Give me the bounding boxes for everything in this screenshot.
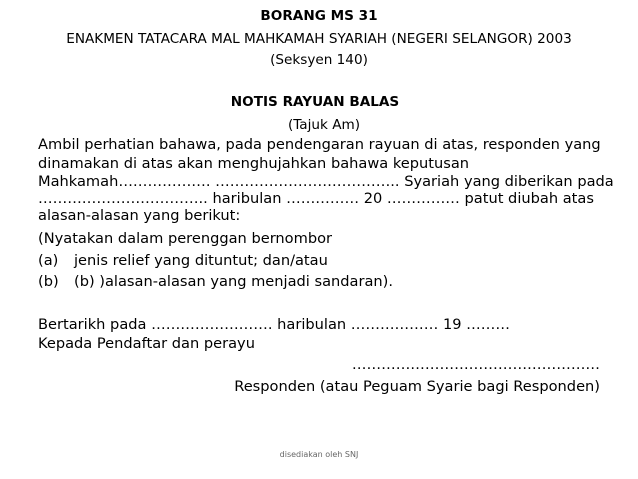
list-item-a: jenis relief yang dituntut; dan/atau [74,252,328,269]
instruction-line: (Nyatakan dalam perenggan bernombor [38,230,333,247]
list-marker-a: (a) [38,252,59,269]
form-title: BORANG MS 31 [260,8,378,24]
paragraph-line: Mahkamah………………. ……………………………….. Syariah yang diberikan pada [38,173,614,190]
paragraph-line: …………………………….. haribulan …………… 20 …………… patut diubah atas [38,190,594,207]
paragraph-line: Ambil perhatian bahawa, pada pendengaran rayuan di atas, responden yang [38,136,601,153]
notice-title-text: NOTIS RAYUAN BALAS [230,94,400,110]
signature-dots: …………………………………………… [351,356,600,373]
notice-subtitle: (Tajuk Am) [287,117,361,133]
addressee-line: Kepada Pendaftar dan perayu [38,335,255,352]
signature-label: Responden (atau Peguam Syarie bagi Responden) [234,378,600,395]
list-marker-b: (b) [38,273,59,290]
section-reference: (Seksyen 140) [270,52,368,68]
list-item-b: (b) )alasan-alasan yang menjadi sandaran). [74,273,394,290]
paragraph-line: alasan-alasan yang berikut: [38,207,241,224]
footer-credit: disediakan oleh SNJ [279,450,359,459]
paragraph-line: dinamakan di atas akan menghujahkan bahawa keputusan [38,155,470,172]
notice-title [0,94,638,110]
dated-line: Bertarikh pada ……………………. haribulan ……………… 19 ……… [38,316,510,333]
enactment-title: ENAKMEN TATACARA MAL MAHKAMAH SYARIAH (NEGERI SELANGOR) 2003 [66,31,572,47]
